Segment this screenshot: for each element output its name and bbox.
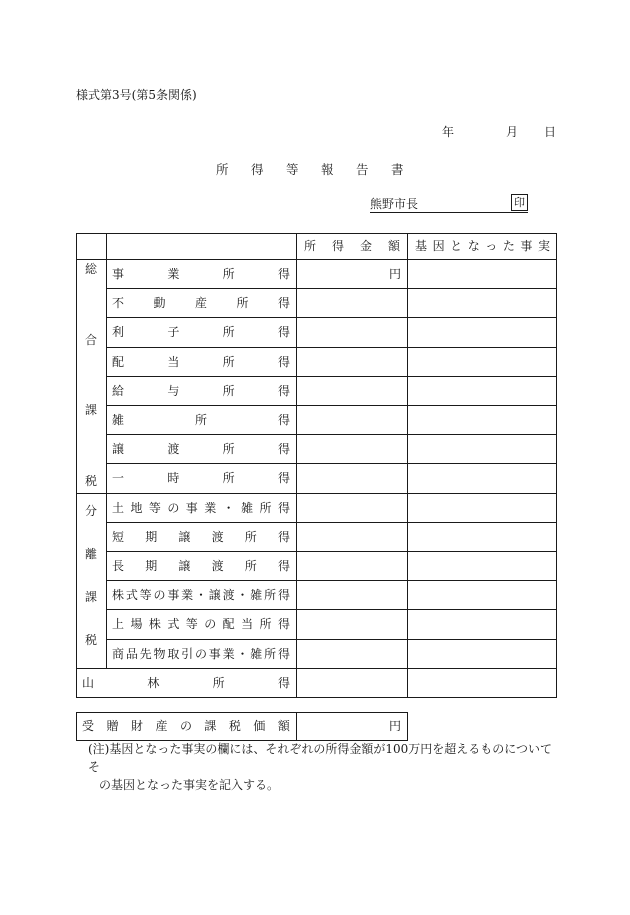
gift-table-left <box>76 712 77 740</box>
date-line <box>442 123 556 140</box>
amount-unit-yen: 円 <box>389 267 402 281</box>
amount-column-header: 所 得 金 額 <box>304 239 400 253</box>
row-separator <box>106 463 556 464</box>
header-bottom-line <box>76 259 556 260</box>
income-row-label: 配 当 所 得 <box>112 354 290 369</box>
income-row-label: 不 動 産 所 得 <box>112 296 290 311</box>
gift-table-divider <box>296 712 297 740</box>
note-line-2: の基因となった事実を記入する。 <box>99 778 280 792</box>
row-separator <box>106 288 556 289</box>
gift-table-right <box>407 712 408 740</box>
basis-column-divider <box>407 233 408 697</box>
gift-tax-unit-yen: 円 <box>389 719 402 733</box>
addressee-underline <box>370 212 528 213</box>
income-row-label: 商 品 先 物 取 引 の 事 業 ・ 雑 所 得 <box>112 646 290 661</box>
day-label: 日 <box>544 125 557 139</box>
forest-income-label: 山 林 所 得 <box>82 675 290 690</box>
group-label-divider <box>106 233 107 668</box>
note <box>88 740 558 794</box>
income-row-label: 給 与 所 得 <box>112 383 290 398</box>
income-row-label: 譲 渡 所 得 <box>112 442 290 457</box>
month-label: 月 <box>506 125 519 139</box>
table-bottom-border <box>76 697 556 698</box>
addressee-name: 熊野市長 <box>370 197 419 211</box>
row-separator <box>106 522 556 523</box>
income-row-label: 雑 所 得 <box>112 413 290 427</box>
income-row-label: 一 時 所 得 <box>112 471 290 486</box>
row-separator <box>106 405 556 406</box>
seal-mark: 印 <box>511 194 528 211</box>
income-row-label: 利 子 所 得 <box>112 325 290 340</box>
row-separator <box>106 317 556 318</box>
row-separator <box>106 551 556 552</box>
row-separator <box>106 434 556 435</box>
table-top-border <box>76 233 556 234</box>
note-line-1: (注)基因となった事実の欄には、それぞれの所得金額が100万円を超えるものについてそ <box>88 742 553 774</box>
gift-tax-label: 受 贈 財 産 の 課 税 価 額 <box>82 719 290 733</box>
row-separator <box>106 347 556 348</box>
table-left-border <box>76 233 77 698</box>
row-separator <box>106 580 556 581</box>
form-number: 様式第3号(第5条関係) <box>76 88 197 102</box>
row-separator <box>106 639 556 640</box>
income-row-label: 株 式 等 の 事 業 ・ 譲 渡 ・ 雑 所 得 <box>112 588 290 603</box>
table-right-border <box>556 233 557 698</box>
income-row-label: 土 地 等 の 事 業 ・ 雑 所 得 <box>112 500 290 515</box>
income-row-label: 短 期 譲 渡 所 得 <box>112 529 290 544</box>
row-separator <box>106 376 556 377</box>
year-label: 年 <box>442 125 455 139</box>
document-title: 所得等報告書 <box>216 162 427 177</box>
gift-table-top <box>76 712 407 713</box>
basis-column-header: 基 因 と な っ た 事 実 <box>415 239 550 253</box>
group-separator-line <box>76 493 556 494</box>
income-row-label: 長 期 譲 渡 所 得 <box>112 559 290 573</box>
addressee <box>370 195 525 212</box>
income-row-label: 上 場 株 式 等 の 配 当 所 得 <box>112 617 290 632</box>
row-separator <box>106 609 556 610</box>
amount-column-divider <box>296 233 297 697</box>
forest-row-top-line <box>76 668 556 669</box>
income-row-label: 事 業 所 得 <box>112 267 290 281</box>
